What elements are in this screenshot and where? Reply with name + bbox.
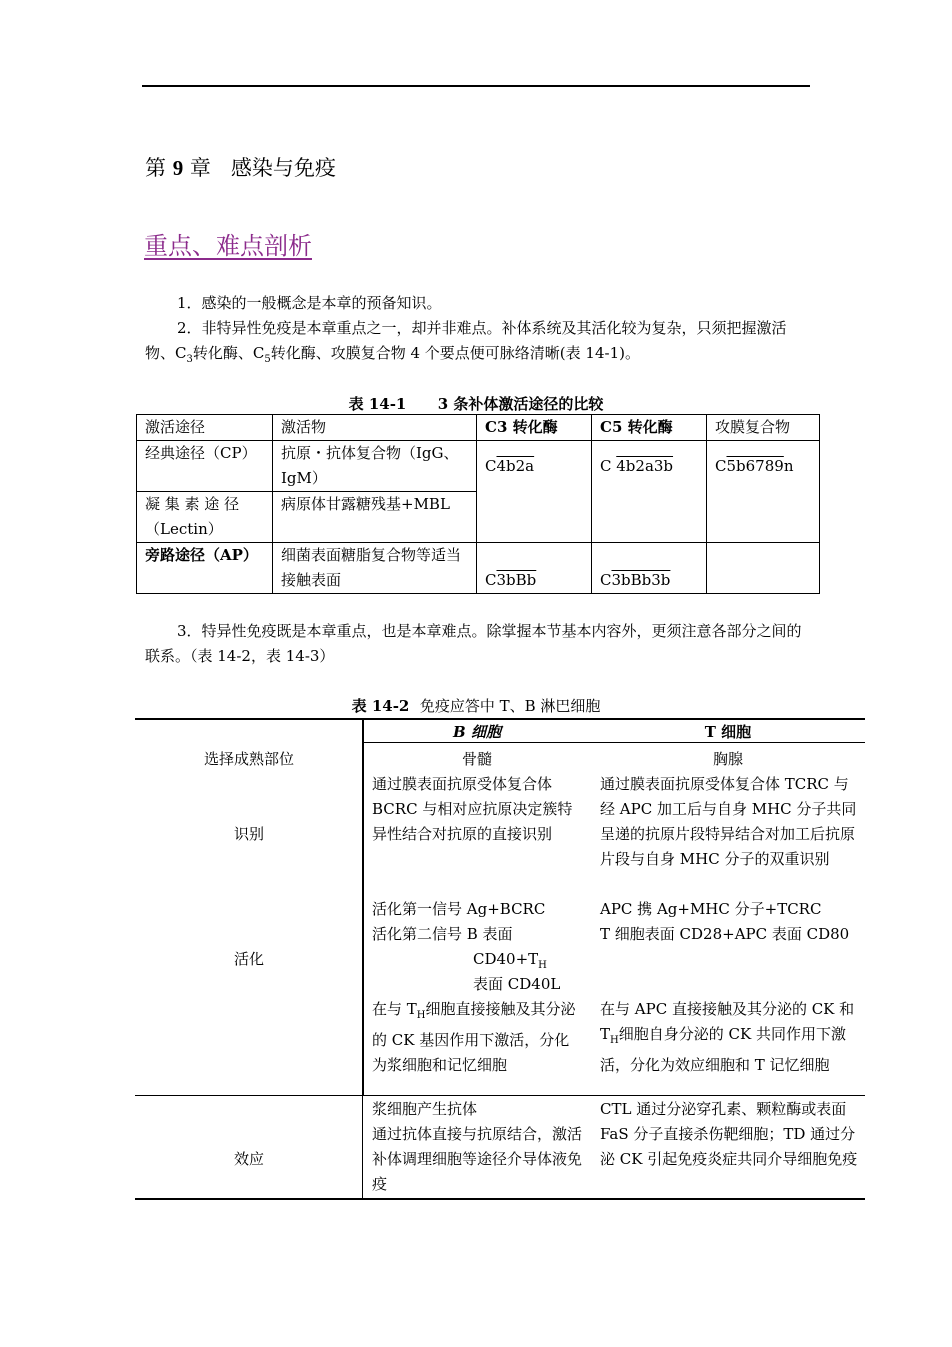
table1-caption: 表 14-1 3 条补体激活途径的比较 bbox=[348, 395, 604, 413]
cell-act-t-diff: 在与 APC 直接接触及其分泌的 CK 和 $T_H$细胞自身分泌的 CK 共同作用下激活，分化为效应细胞和 T 记忆细胞 bbox=[600, 1000, 855, 1074]
row-label-effect: 效应 bbox=[233, 1150, 264, 1168]
cell-eff-b1: 浆细胞产生抗体 bbox=[372, 1100, 478, 1118]
col-header-t: T 细胞 bbox=[704, 723, 752, 741]
ap-mac-cell bbox=[707, 543, 820, 594]
cp-c3-cell: C4b2a bbox=[477, 441, 592, 543]
ap-activator-cell: 细菌表面糖脂复合物等适当接触表面 bbox=[273, 543, 477, 594]
header-rule bbox=[142, 85, 810, 87]
cell-act-b-signal1: 活化第一信号 Ag+BCRC bbox=[372, 900, 546, 918]
header-cell: C3 转化酶 bbox=[477, 415, 592, 441]
cell-act-t-signal1: APC 携 Ag+MHC 分子+TCRC bbox=[600, 900, 822, 918]
table-row bbox=[137, 543, 820, 594]
cell-act-b-diff: 在与 $T_H$细胞直接接触及其分泌的 CK 基因作用下激活，分化为浆细胞和记忆细胞 bbox=[372, 1000, 576, 1074]
header-cell: 攻膜复合物 bbox=[707, 415, 820, 441]
table-header-row bbox=[137, 415, 820, 441]
ap-c5-cell: C3bBb3b bbox=[592, 543, 707, 594]
header-cell: C5 转化酶 bbox=[592, 415, 707, 441]
table-bottom-rule bbox=[135, 1198, 865, 1200]
cell-recog-t: 通过膜表面抗原受体复合体 TCRC 与经 APC 加工后与自身 MHC 分子共同呈递的抗原片段特异结合对加工后抗原片段与自身 MHC 分子的双重识别 bbox=[600, 775, 857, 868]
row-label-recognition: 识别 bbox=[233, 825, 264, 843]
row-label-activation: 活化 bbox=[233, 950, 264, 968]
lectin-path-cell: 凝 集 素 途 径（Lectin） bbox=[137, 492, 273, 543]
cp-path-cell: 经典途径（CP） bbox=[137, 441, 273, 492]
tb-lymphocyte-table bbox=[135, 718, 865, 1200]
paragraph-3-block bbox=[145, 619, 815, 669]
chapter-title: 第 9 章 感染与免疫 bbox=[145, 156, 336, 180]
cell-eff-b2: 通过抗体直接与抗原结合，激活补体调理细胞等途径介导体液免疫 bbox=[372, 1125, 583, 1193]
paragraph-2: 2．非特异性免疫是本章重点之一，却并非难点。补体系统及其活化较为复杂，只须把握激活物、$C_3$转化酶、$C_5$转化酶、攻膜复合物 4 个要点便可脉络清晰(表 14-1)。 bbox=[145, 319, 787, 365]
header-cell: 激活途径 bbox=[137, 415, 273, 441]
table2-caption: 表 14-2 免疫应答中 T、B 淋巴细胞 bbox=[351, 697, 601, 715]
ap-c3-cell: C3bBb bbox=[477, 543, 592, 594]
column-rule bbox=[362, 718, 364, 1096]
cell-act-b-cd40l: 表面 CD40L bbox=[473, 975, 561, 993]
cell-recog-b: 通过膜表面抗原受体复合体 BCRC 与相对应抗原决定簇特异性结合对抗原的直接识别 bbox=[372, 775, 573, 843]
cp-c5-cell: C 4b2a3b bbox=[592, 441, 707, 543]
lectin-activator-cell: 病原体甘露糖残基+MBL bbox=[273, 492, 477, 543]
cell-act-t-signal2: T 细胞表面 CD28+APC 表面 CD80 bbox=[600, 925, 850, 943]
cp-mac-cell: C5b6789n bbox=[707, 441, 820, 543]
cell-act-b-signal2: 活化第二信号 B 表面 bbox=[372, 925, 513, 943]
col-header-b: B 细胞 bbox=[453, 723, 501, 741]
ap-path-cell: 旁路途径（AP） bbox=[137, 543, 273, 594]
cp-activator-cell: 抗原・抗体复合物（IgG、IgM） bbox=[273, 441, 477, 492]
table-row bbox=[137, 441, 820, 492]
paragraph-3: 3．特异性免疫既是本章重点，也是本章难点。除掌握本节基本内容外，更须注意各部分之间的联系。（表 14-2，表 14-3） bbox=[145, 622, 802, 665]
section-title: 重点、难点剖析 bbox=[144, 232, 312, 260]
paragraph-1: 1．感染的一般概念是本章的预备知识。 bbox=[177, 294, 442, 312]
cell-act-b-cd40: $CD40+T_H$ bbox=[473, 950, 547, 971]
row-label-select: 选择成熟部位 bbox=[203, 750, 294, 768]
cell-eff-t: CTL 通过分泌穿孔素、颗粒酶或表面 FaS 分子直接杀伤靶细胞；TD 通过分泌 CK 引起免疫炎症共同介导细胞免疫 bbox=[600, 1100, 858, 1168]
row-rule bbox=[135, 1095, 865, 1096]
complement-pathway-table bbox=[136, 414, 820, 594]
cell-select-b: 骨髓 bbox=[461, 750, 492, 768]
header-cell: 激活物 bbox=[273, 415, 477, 441]
cell-select-t: 胸腺 bbox=[712, 750, 743, 768]
intro-paragraphs bbox=[145, 291, 815, 372]
